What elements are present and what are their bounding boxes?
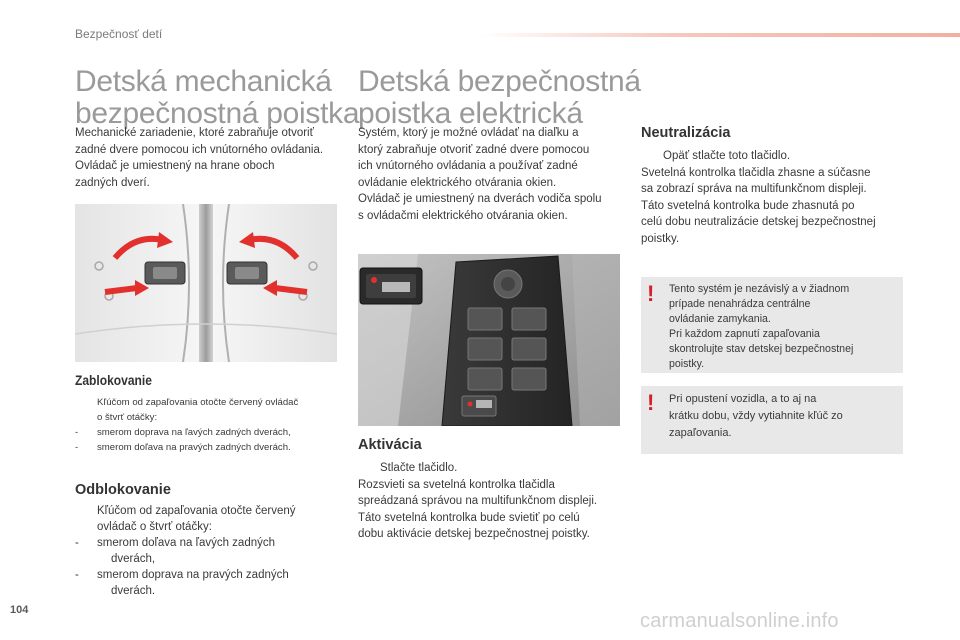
page-number: 104 [10, 604, 29, 616]
lock-step-line: Kľúčom od zapaľovania otočte červený ovládač [97, 397, 299, 408]
warning-line: Pri každom zapnutí zapaľovania [669, 328, 820, 340]
warning-line: ovládanie zamykania. [669, 313, 771, 325]
unlock-steps [75, 503, 345, 599]
warning-line: skontrolujte stav detskej bezpečnostnej [669, 343, 854, 355]
activation-text [358, 460, 628, 543]
lock-item-text: smerom doľava na pravých zadných dverách. [97, 442, 291, 453]
lock-item-text: smerom doprava na ľavých zadných dverách, [97, 427, 291, 438]
middle-intro [358, 125, 628, 224]
warning-box-2 [641, 386, 903, 454]
dash-marker: - [75, 537, 79, 549]
warning-icon: ! [647, 281, 655, 306]
warning-line: Tento systém je nezávislý a v žiadnom [669, 283, 850, 295]
activation-step [358, 460, 628, 477]
middle-intro-line: Systém, ktorý je možné ovládať na diaľku a [358, 127, 579, 139]
left-intro-line: zadné dvere pomocou ich vnútorného ovládania. [75, 143, 324, 156]
middle-title-line-1: Detská bezpečnostná [358, 65, 641, 98]
warning-line: Pri opustení vozidla, a to aj na [669, 393, 817, 405]
left-title-line-2: bezpečnostná poistka [75, 97, 360, 130]
dash-marker: - [75, 427, 79, 438]
neutralization-step [641, 148, 911, 165]
warning-box-1 [641, 277, 903, 373]
lock-step [75, 395, 345, 425]
lock-heading: Zablokovanie [75, 372, 152, 388]
activation-heading: Aktivácia [358, 437, 422, 453]
activation-line: dobu aktivácie detskej bezpečnostnej poistky. [358, 528, 590, 540]
left-intro-line: Mechanické zariadenie, ktoré zabraňuje otvoriť [75, 127, 314, 139]
lock-item [75, 425, 345, 440]
unlock-item-line: smerom doľava na ľavých zadných [97, 537, 276, 549]
unlock-item-line: dverách. [111, 585, 156, 597]
neutralization-line: Táto svetelná kontrolka bude zhasnutá po [641, 199, 855, 212]
unlock-item-line: smerom doprava na pravých zadných [97, 569, 289, 581]
unlock-step-line: ovládač o štvrť otáčky: [97, 521, 212, 533]
door-lock-illustration [75, 204, 337, 362]
warning-text-1 [669, 282, 895, 372]
activation-line: Táto svetelná kontrolka bude svietiť po celú [358, 511, 580, 524]
watermark: carmanualsonline.info [640, 610, 839, 632]
neutralization-step-text: Opäť stlačte toto tlačidlo. [663, 150, 791, 162]
neutralization-line: sa zobrazí správa na multifunkčnom displeji. [641, 183, 867, 195]
warning-line: krátku dobu, vždy vytiahnite kľúč zo [669, 410, 843, 422]
unlock-item [75, 567, 345, 599]
unlock-item-line: dverách, [111, 553, 156, 565]
left-intro-line: zadných dverí. [75, 176, 150, 189]
neutralization-line: celú dobu neutralizácie detskej bezpečnostnej [641, 216, 876, 228]
activation-line: spreádzaná správou na multifunkčnom displeji. [358, 495, 598, 507]
unlock-heading: Odblokovanie [75, 482, 171, 498]
middle-intro-line: ovládanie elektrického otvárania okien. [358, 176, 557, 189]
section-header: Bezpečnosť detí [75, 27, 163, 41]
unlock-item [75, 535, 345, 567]
unlock-step-line: Kľúčom od zapaľovania otočte červený [97, 505, 296, 517]
dash-marker: - [75, 569, 79, 581]
warning-icon: ! [647, 390, 655, 415]
middle-intro-line: ktorý zabraňuje otvoriť zadné dvere pomocou [358, 143, 590, 156]
neutralization-text [641, 148, 911, 247]
neutralization-line: poistky. [641, 232, 680, 245]
warning-line: zapaľovania. [669, 427, 732, 439]
middle-title [358, 66, 641, 130]
left-title-line-1: Detská mechanická [75, 65, 332, 98]
neutralization-heading: Neutralizácia [641, 125, 731, 141]
lock-step-line: o štvrť otáčky: [97, 412, 158, 423]
left-intro [75, 125, 345, 191]
unlock-step [75, 503, 345, 535]
middle-intro-line: ich vnútorného ovládania a používať zadné [358, 160, 578, 172]
warning-text-2 [669, 391, 895, 442]
activation-step-text: Stlačte tlačidlo. [380, 462, 458, 474]
activation-line: Rozsvieti sa svetelná kontrolka tlačidla [358, 478, 555, 491]
warning-line: prípade nenahrádza centrálne [669, 298, 811, 310]
header-decor-bar [480, 33, 960, 37]
window-switch-panel-illustration [358, 254, 620, 426]
lock-item [75, 440, 345, 455]
lock-steps [75, 395, 345, 455]
left-intro-line: Ovládač je umiestnený na hrane oboch [75, 160, 275, 172]
middle-intro-line: s ovládačmi elektrického otvárania okien. [358, 209, 568, 222]
left-title [75, 66, 359, 130]
warning-line: poistky. [669, 358, 705, 370]
neutralization-line: Svetelná kontrolka tlačidla zhasne a súčasne [641, 166, 871, 179]
dash-marker: - [75, 442, 79, 453]
middle-title-line-2: poistka elektrická [358, 97, 583, 130]
middle-intro-line: Ovládač je umiestnený na dverách vodiča spolu [358, 193, 602, 205]
